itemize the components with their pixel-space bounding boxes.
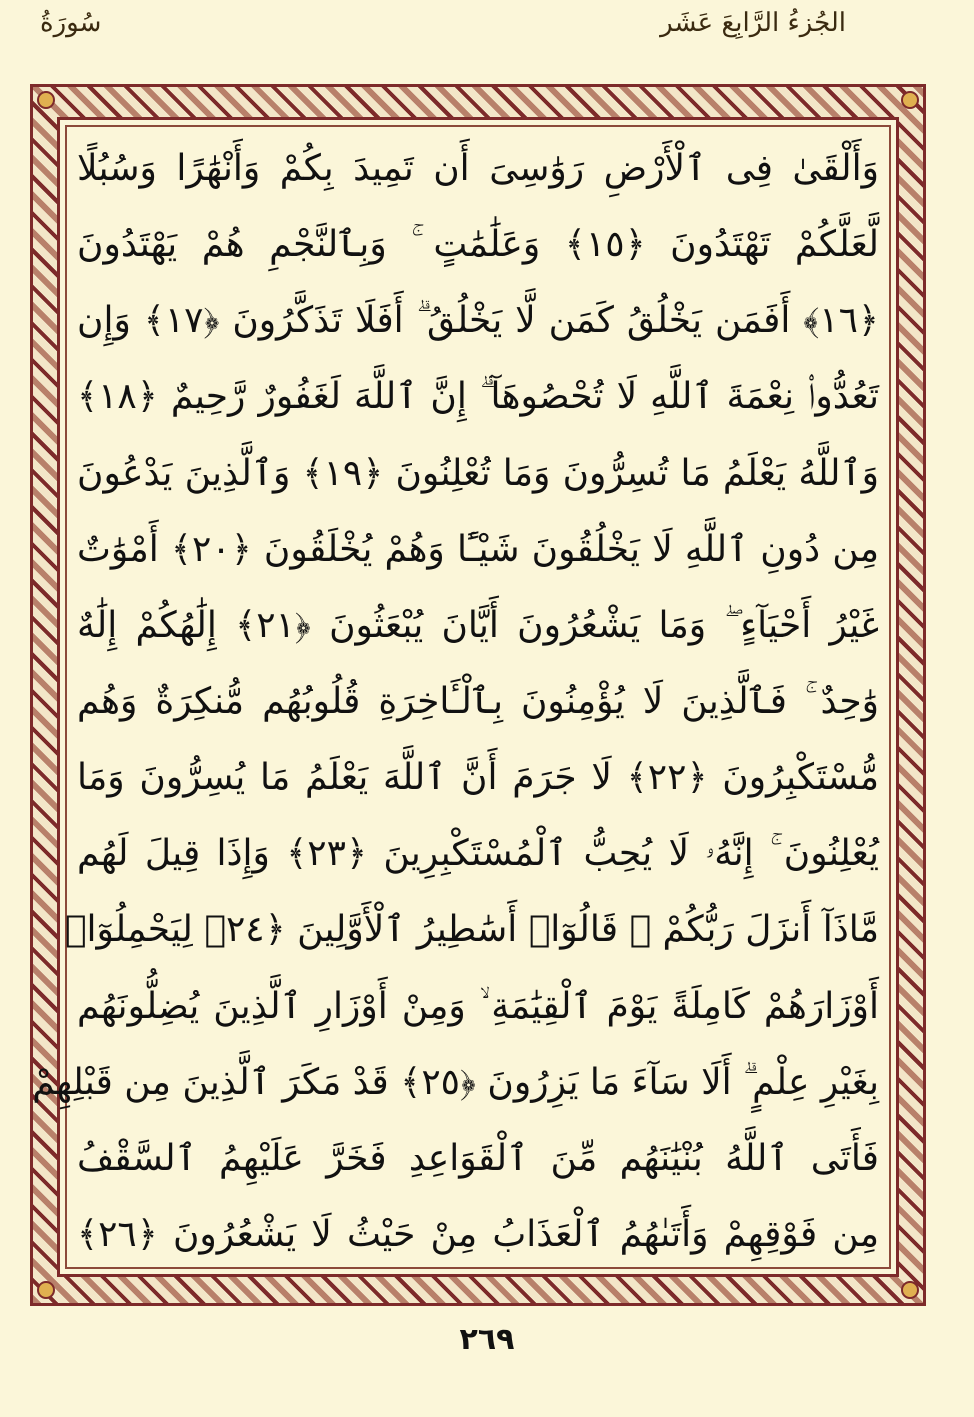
verse-line: وَٱللَّهُ يَعْلَمُ مَا تُسِرُّونَ وَمَا تُعْلِنُونَ ﴿١٩﴾ وَٱلَّذِينَ يَدْعُونَ [77, 452, 879, 494]
verse-line: وَأَلْقَىٰ فِى ٱلْأَرْضِ رَوَٰسِىَ أَن تَمِيدَ بِكُمْ وَأَنْهَٰرًا وَسُبُلًا [77, 148, 879, 189]
verse-line: لَّعَلَّكُمْ تَهْتَدُونَ ﴿١٥﴾ وَعَلَٰمَٰتٍ ۚ وَبِٱلنَّجْمِ هُمْ يَهْتَدُونَ [77, 224, 879, 266]
verse-text-block [32, 145, 880, 1259]
verse-line: غَيْرُ أَحْيَآءٍ ۖ وَمَا يَشْعُرُونَ أَيَّانَ يُبْعَثُونَ ﴿٢١﴾ إِلَٰهُكُمْ إِلَٰهٌ [77, 604, 880, 646]
verse-line: فَأَتَى ٱللَّهُ بُنْيَٰنَهُم مِّنَ ٱلْقَوَاعِدِ فَخَرَّ عَلَيْهِمُ ٱلسَّقْفُ [77, 1137, 879, 1179]
juz-header: الجُزءُ الرَّابِعَ عَشَر [660, 8, 846, 38]
verse-line: مُّسْتَكْبِرُونَ ﴿٢٢﴾ لَا جَرَمَ أَنَّ ٱللَّهَ يَعْلَمُ مَا يُسِرُّونَ وَمَا [77, 757, 879, 799]
verse-line: يُعْلِنُونَ ۚ إِنَّهُۥ لَا يُحِبُّ ٱلْمُسْتَكْبِرِينَ ﴿٢٣﴾ وَإِذَا قِيلَ لَهُم [77, 833, 880, 875]
verse-line: أَوْزَارَهُمْ كَامِلَةً يَوْمَ ٱلْقِيَٰمَةِ ۙ وَمِنْ أَوْزَارِ ٱلَّذِينَ يُضِلُّونَهُم [77, 985, 879, 1027]
corner-ornament-icon [37, 1281, 55, 1299]
verse-line: بِغَيْرِ عِلْمٍ ۗ أَلَا سَآءَ مَا يَزِرُونَ ﴿٢٥﴾ قَدْ مَكَرَ ٱلَّذِينَ مِن قَبْلِهِمْ [32, 1061, 879, 1103]
page-border-frame [30, 84, 926, 1306]
verse-line: مِن فَوْقِهِمْ وَأَتَىٰهُمُ ٱلْعَذَابُ مِنْ حَيْثُ لَا يَشْعُرُونَ ﴿٢٦﴾ [77, 1213, 879, 1255]
corner-ornament-icon [37, 91, 55, 109]
verse-line: تَعُدُّوا۟ نِعْمَةَ ٱللَّهِ لَا تُحْصُوهَآ ۗ إِنَّ ٱللَّهَ لَغَفُورٌ رَّحِيمٌ ﴿١٨﴾ [77, 376, 879, 418]
corner-ornament-icon [901, 1281, 919, 1299]
verse-line: مِن دُونِ ٱللَّهِ لَا يَخْلُقُونَ شَيْـًٔا وَهُمْ يُخْلَقُونَ ﴿٢٠﴾ أَمْوَٰتٌ [77, 528, 879, 570]
verse-line: وَٰحِدٌ ۚ فَٱلَّذِينَ لَا يُؤْمِنُونَ بِٱلْـَٔاخِرَةِ قُلُوبُهُم مُّنكِرَةٌ وَهُم [77, 680, 879, 722]
verse-line: ﴿١٦﴾ أَفَمَن يَخْلُقُ كَمَن لَّا يَخْلُقُ ۗ أَفَلَا تَذَكَّرُونَ ﴿١٧﴾ وَإِن [77, 300, 879, 342]
surah-header: سُورَةُ [40, 8, 102, 38]
page-number: ٢٦٩ [459, 1322, 515, 1357]
corner-ornament-icon [901, 91, 919, 109]
verse-line: مَّاذَآ أَنزَلَ رَبُّكُمْ ۙ قَالُوٓا۟ أَسَٰطِيرُ ٱلْأَوَّلِينَ ﴿٢٤﴾ لِيَحْمِلُوٓا۟ [64, 909, 879, 951]
